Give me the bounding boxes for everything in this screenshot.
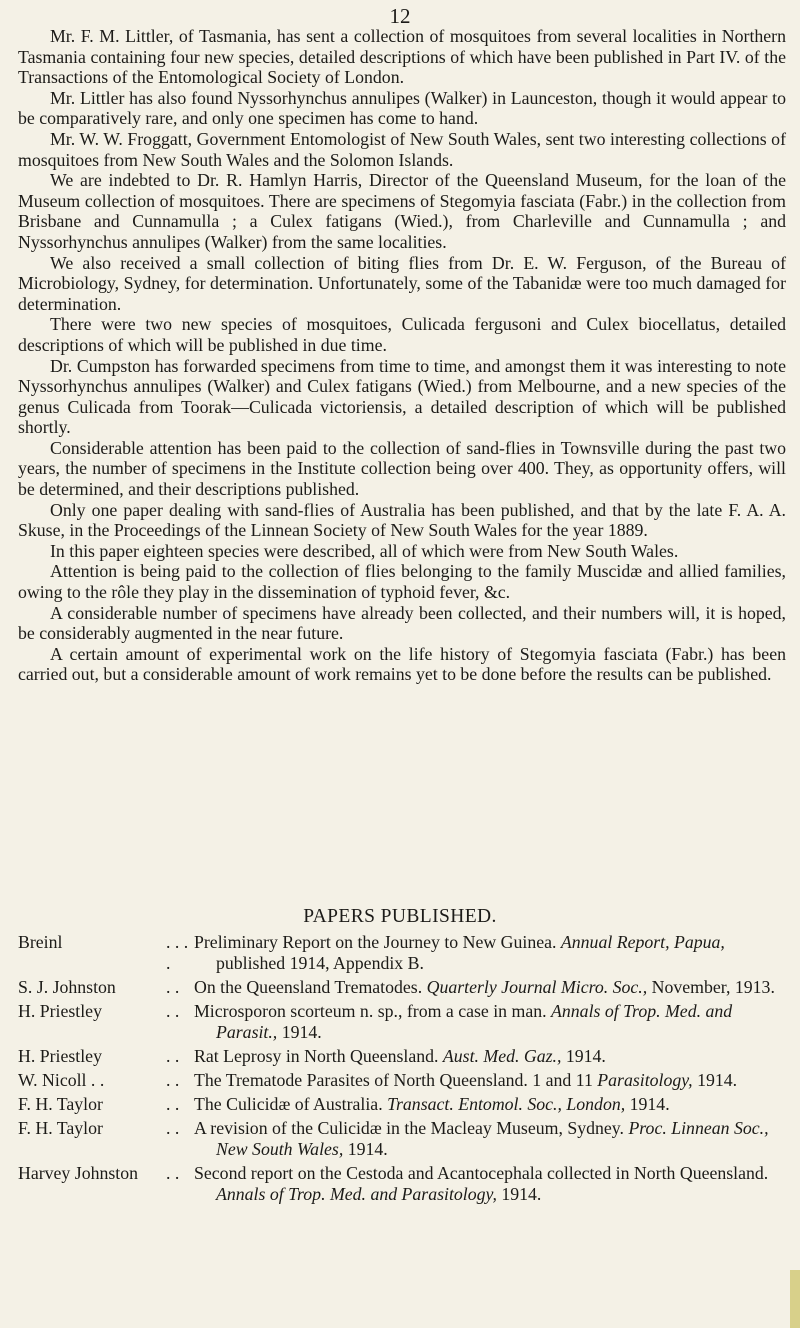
- paper-reference: [194, 1118, 780, 1160]
- leader-dots: . .: [166, 977, 180, 997]
- paper-details: 1914.: [692, 1070, 738, 1090]
- paragraph: There were two new species of mosquitoes, Culicada fergusoni and Culex biocellatus, detailed descriptions of which will be published in due time.: [18, 314, 786, 355]
- paragraph: Only one paper dealing with sand-flies of Australia has been published, and that by the late F. A. A. Skuse, in the Proceedings of the Linnean Society of New South Wales for the year 1889.: [18, 499, 786, 541]
- page-number: 12: [389, 4, 411, 28]
- papers-list: [18, 932, 780, 1208]
- paper-details: 1914.: [625, 1094, 670, 1114]
- paper-source: Proc. Linnean Soc., New South Wales,: [216, 1118, 769, 1159]
- paper-entry: [18, 1046, 780, 1067]
- paper-author: H. Priestley: [18, 1046, 102, 1066]
- paper-source: Transact. Entomol. Soc., London,: [387, 1094, 626, 1114]
- paper-title: Second report on the Cestoda and Acantocephala collected in North Queensland.: [194, 1163, 769, 1183]
- paper-author: Harvey Johnston: [18, 1163, 139, 1183]
- paper-title: A revision of the Culicidæ in the Macleay Museum, Sydney.: [194, 1118, 629, 1138]
- paper-title: The Culicidæ of Australia.: [194, 1094, 388, 1114]
- leader-dots: . .: [166, 1118, 180, 1138]
- paper-reference: [194, 1094, 780, 1115]
- paragraph: Mr. W. W. Froggatt, Government Entomologist of New South Wales, sent two interesting collections of mosquitoes from New South Wales and the Solomon Islands.: [18, 128, 786, 170]
- paper-entry: [18, 1001, 780, 1043]
- paper-details: 1914.: [343, 1139, 388, 1159]
- paper-details: 1914.: [561, 1046, 606, 1066]
- paper-title: On the Queensland Trematodes.: [194, 977, 427, 997]
- paper-entry: [18, 977, 780, 998]
- paper-title: The Trematode Parasites of North Queensland. 1 and 11: [194, 1070, 598, 1090]
- paragraph: A certain amount of experimental work on the life history of Stegomyia fasciata (Fabr.) has been carried out, but a considerable amount of work remains yet to be done before the results can be published.: [18, 643, 786, 685]
- leader-dots: . .: [166, 1070, 180, 1090]
- papers-heading: PAPERS PUBLISHED.: [303, 906, 497, 927]
- paper-author: S. J. Johnston: [18, 977, 116, 997]
- paper-reference: [194, 1001, 780, 1043]
- paper-reference: [194, 932, 780, 974]
- paper-details: published 1914, Appendix B.: [216, 953, 424, 973]
- paper-entry: [18, 1163, 780, 1205]
- paper-entry: [18, 1094, 780, 1115]
- paper-source: Parasitology,: [597, 1070, 693, 1090]
- paragraph: A considerable number of specimens have already been collected, and their numbers will, it is hoped, be considerably augmented in the near future.: [18, 602, 786, 644]
- paper-author: F. H. Taylor: [18, 1094, 103, 1114]
- page-edge-stain: [790, 1270, 800, 1328]
- paper-source: Aust. Med. Gaz.,: [442, 1046, 562, 1066]
- leader-dots: . .: [166, 1094, 180, 1114]
- paragraph: Dr. Cumpston has forwarded specimens from time to time, and amongst them it was interesting to note Nyssorhynchus annulipes (Walker) and Culex fatigans (Wied.) from Melbourne, and a new species of the genus Culicada from Toorak—Culicada victoriensis, a detailed description of which will be published shortly.: [18, 355, 786, 438]
- paragraph: Attention is being paid to the collection of flies belonging to the family Muscidæ and allied families, owing to the rôle they play in the dissemination of typhoid fever, &c.: [18, 561, 786, 603]
- paragraph: Mr. F. M. Littler, of Tasmania, has sent a collection of mosquitoes from several localities in Northern Tasmania containing four new species, detailed descriptions of which have been published in Part IV. of the Transactions of the Entomological Society of London.: [18, 26, 786, 88]
- paper-entry: [18, 1118, 780, 1160]
- paragraph: Mr. Littler has also found Nyssorhynchus annulipes (Walker) in Launceston, though it would appear to be comparatively rare, and only one specimen has come to hand.: [18, 87, 786, 129]
- paper-entry: [18, 1070, 780, 1091]
- leader-dots: . .: [166, 1046, 180, 1066]
- paragraph: We are indebted to Dr. R. Hamlyn Harris, Director of the Queensland Museum, for the loan of the Museum collection of mosquitoes. There are specimens of Stegomyia fasciata (Fabr.) in the collection from Brisbane and Cunnamulla ; a Culex fatigans (Wied.), from Charleville and Cunnamulla ; and Nyssorhynchus annulipes (Walker) from the same localities.: [18, 170, 786, 252]
- paper-details: 1914.: [277, 1022, 322, 1042]
- paper-title: Rat Leprosy in North Queensland.: [194, 1046, 443, 1066]
- paper-reference: [194, 1070, 780, 1091]
- paper-source: Annals of Trop. Med. and Parasitology,: [216, 1184, 497, 1204]
- paper-author: F. H. Taylor: [18, 1118, 103, 1138]
- paper-reference: [194, 1163, 780, 1205]
- paper-source: Quarterly Journal Micro. Soc.,: [426, 977, 648, 997]
- paper-source: Annual Report, Papua,: [560, 932, 725, 952]
- body-text: [18, 26, 786, 685]
- paper-reference: [194, 1046, 780, 1067]
- paper-entry: [18, 932, 780, 974]
- paper-title: Preliminary Report on the Journey to New Guinea.: [194, 932, 561, 952]
- paragraph: In this paper eighteen species were described, all of which were from New South Wales.: [50, 540, 679, 561]
- paper-title: Microsporon scorteum n. sp., from a case in man.: [194, 1001, 552, 1021]
- paper-source: Annals of Trop. Med. and Parasit.,: [216, 1001, 733, 1042]
- leader-dots: . . . .: [166, 932, 189, 973]
- paper-author: Breinl: [18, 932, 63, 952]
- leader-dots: . .: [166, 1001, 180, 1021]
- paragraph: Considerable attention has been paid to the collection of sand-flies in Townsville during the past two years, the number of specimens in the Institute collection being over 400. They, as opportunity offers, will be determined, and their descriptions published.: [18, 437, 786, 500]
- leader-dots: . .: [166, 1163, 180, 1183]
- paper-author: W. Nicoll . .: [18, 1070, 105, 1090]
- paper-details: 1914.: [496, 1184, 542, 1204]
- paper-details: November, 1913.: [647, 977, 775, 997]
- paragraph: We also received a small collection of biting flies from Dr. E. W. Ferguson, of the Bureau of Microbiology, Sydney, for determination. Unfortunately, some of the Tabanidæ were too much damaged for determination.: [18, 252, 786, 314]
- paper-reference: [194, 977, 780, 998]
- paper-author: H. Priestley: [18, 1001, 102, 1021]
